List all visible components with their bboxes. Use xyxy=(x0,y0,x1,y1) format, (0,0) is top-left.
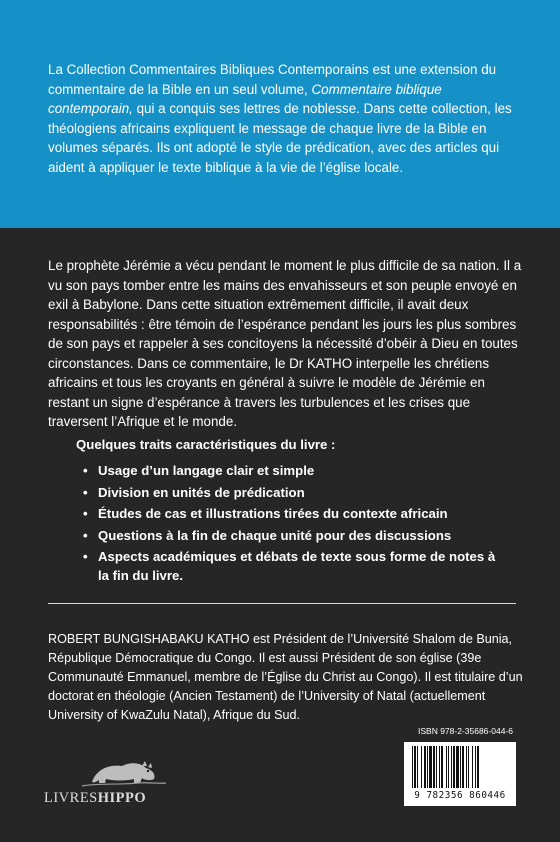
logo-word-hippo: HIPPO xyxy=(97,790,147,806)
barcode xyxy=(404,742,516,806)
book-description: Le prophète Jérémie a vécu pendant le moment le plus difficile de sa nation. Il a vu son pays tomber entre les mains des envahisseurs et son peuple envoyé en exil à Babylone. Dans cette situation extrêmement difficile, il avait deux responsabilités : être témoin de l’espérance pendant les jours les plus sombres de son pays et rappeler à ses concitoyens la nécessité d’obéir à Dieu en toutes circonstances. Dans ce commentaire, le Dr KATHO interpelle les chrétiens africains et tous les croyants en général à suivre le modèle de Jérémie en restant un signe d’espérance à travers les turbulences et les crises que traversent l’Afrique et le monde. xyxy=(48,258,522,429)
intro-text-part1: La Collection Commentaires Bibliques Contemporains est une extension du commentaire de la Bible en un seul volume, xyxy=(48,62,497,97)
isbn-label: ISBN 978-2-35686-044-6 xyxy=(418,726,513,736)
hippo-logo-icon xyxy=(78,752,168,790)
intro-title-italic: Commentaire biblique contemporain, xyxy=(48,81,442,116)
barcode-bars xyxy=(412,746,508,788)
author-bio: ROBERT BUNGISHABAKU KATHO est Président de l’Université Shalom de Bunia, République Démocratique du Congo. Il est aussi Président de son église (39e Communauté Emmanuel, membre de l’Église du Christ au Congo). Il est titulaire d’un doctorat en théologie (Ancien Testament) de l’University of Natal (actuellement University of KwaZulu Natal), Afrique du Sud. xyxy=(48,632,523,722)
barcode-digits: 9 782356 860446 xyxy=(414,790,506,801)
logo-wordmark xyxy=(44,790,146,807)
publisher-logo xyxy=(44,752,184,814)
feature-item: • Usage d’un langage clair et simple xyxy=(98,462,496,481)
feature-item: • Aspects académiques et débats de texte sous forme de notes à la fin du livre. xyxy=(98,548,496,585)
features-title: Quelques traits caractéristiques du livre : xyxy=(76,437,336,452)
features-section xyxy=(76,437,496,588)
feature-item: • Études de cas et illustrations tirées du contexte africain xyxy=(98,505,496,524)
feature-item: • Division en unités de prédication xyxy=(98,484,496,503)
collection-intro xyxy=(48,60,518,177)
intro-text-part2: qui a conquis ses lettres de noblesse. Dans cette collection, les théologiens africains expliquent le message de chaque livre de la Bible en volumes séparés. Ils ont adopté le style de prédication, avec des articles qui aident à appliquer le texte biblique à la vie de l’église locale. xyxy=(48,101,512,175)
section-divider xyxy=(48,603,516,604)
features-list xyxy=(76,462,496,585)
feature-item: • Questions à la fin de chaque unité pour des discussions xyxy=(98,527,496,546)
logo-word-livres: LIVRES xyxy=(44,790,98,806)
